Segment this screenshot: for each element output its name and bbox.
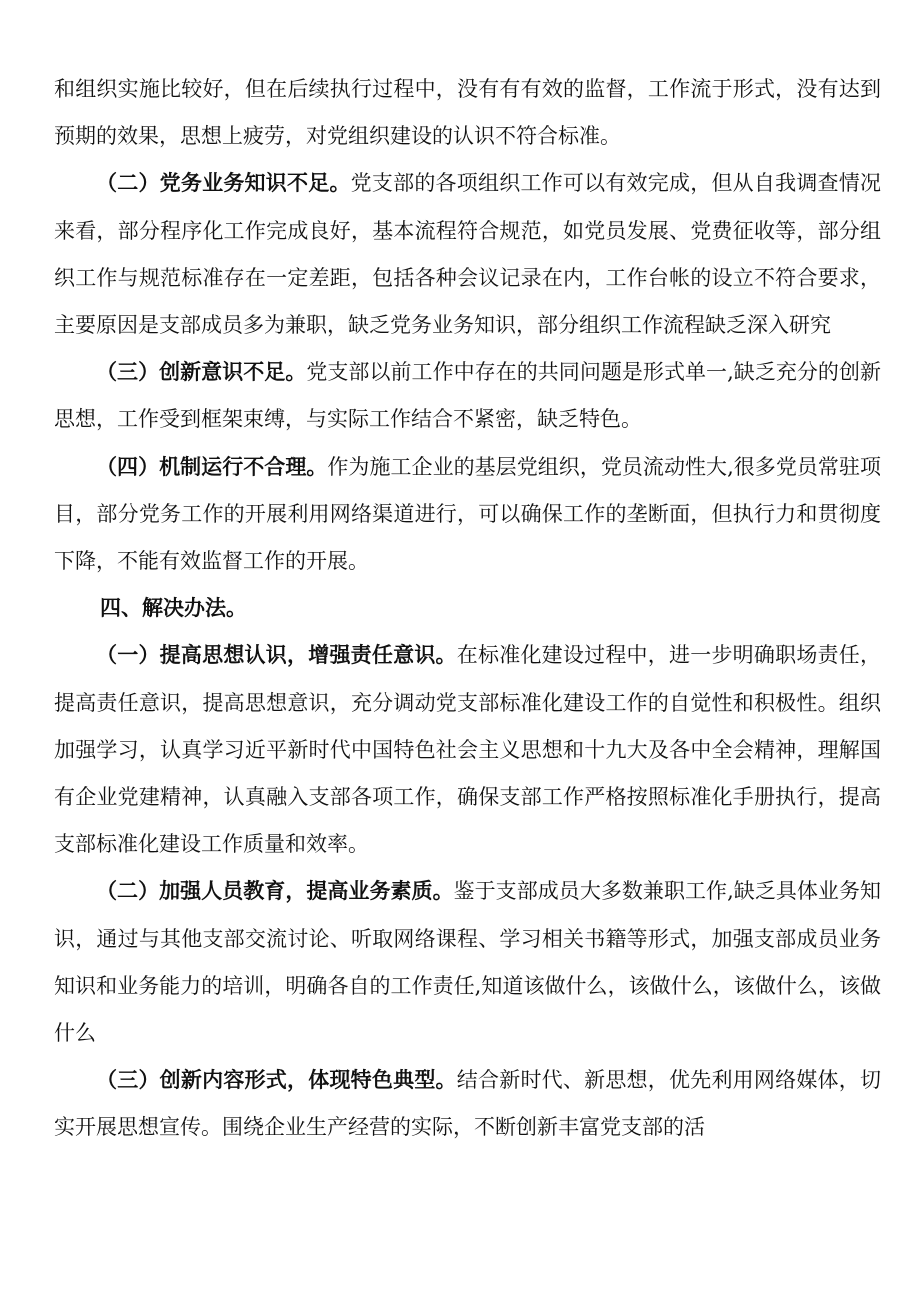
paragraph-lead: （三）创新内容形式，体现特色典型。 [96,1068,457,1093]
paragraph-text: 党支部以前工作中存在的共同问题是形式单一,缺乏充分的创新思想，工作受到框架束缚，与实际工作结合不紧密，缺乏特色。 [54,360,881,432]
paragraph-solution-1 [54,632,881,868]
paragraph-text: 和组织实施比较好，但在后续执行过程中，没有有有效的监督，工作流于形式，没有达到预期的效果，思想上疲劳，对党组织建设的认识不符合标准。 [54,77,881,149]
paragraph-lead: （三）创新意识不足。 [96,360,307,385]
paragraph-text: 作为施工企业的基层党组织，党员流动性大,很多党员常驻项目，部分党务工作的开展利用网络渠道进行，可以确保工作的垄断面，但执行力和贯彻度下降，不能有效监督工作的开展。 [54,454,881,574]
paragraph-mechanism [54,444,881,586]
paragraph-text: 鉴于支部成员大多数兼职工作,缺乏具体业务知识，通过与其他支部交流讨论、听取网络课程、学习相关书籍等形式，加强支部成员业务知识和业务能力的培训，明确各自的工作责任,知道该做什么，该做什么，该做什么，该做什么 [54,879,881,1046]
paragraph-innovation [54,349,881,443]
paragraph-text: 结合新时代、新思想，优先利用网络媒体，切实开展思想宣传。围绕企业生产经营的实际，不断创新丰富党支部的活 [54,1068,882,1140]
paragraph-lead: （一）提高思想认识，增强责任意识。 [96,643,457,668]
paragraph-lead: （四）机制运行不合理。 [96,454,328,479]
paragraph-solution-2 [54,868,881,1057]
paragraph-party-knowledge [54,160,881,349]
paragraph-lead: （二）党务业务知识不足。 [96,171,351,196]
paragraph-continuation [54,66,881,160]
section-heading: 四、解决办法。 [100,596,247,621]
paragraph-solution-3 [54,1057,881,1151]
document-page [54,66,881,1152]
paragraph-text: 党支部的各项组织工作可以有效完成，但从自我调查情况来看，部分程序化工作完成良好，基本流程符合规范，如党员发展、党费征收等，部分组织工作与规范标准存在一定差距，包括各种会议记录在内，工作台帐的设立不符合要求，主要原因是支部成员多为兼职，缺乏党务业务知识，部分组织工作流程缺乏深入研究 [54,171,882,338]
paragraph-text: 在标准化建设过程中，进一步明确职场责任，提高责任意识，提高思想意识，充分调动党支部标准化建设工作的自觉性和积极性。组织加强学习，认真学习近平新时代中国特色社会主义思想和十九大及各中全会精神，理解国有企业党建精神，认真融入支部各项工作，确保支部工作严格按照标准化手册执行，提高支部标准化建设工作质量和效率。 [54,643,882,857]
paragraph-lead: （二）加强人员教育，提高业务素质。 [96,879,454,904]
